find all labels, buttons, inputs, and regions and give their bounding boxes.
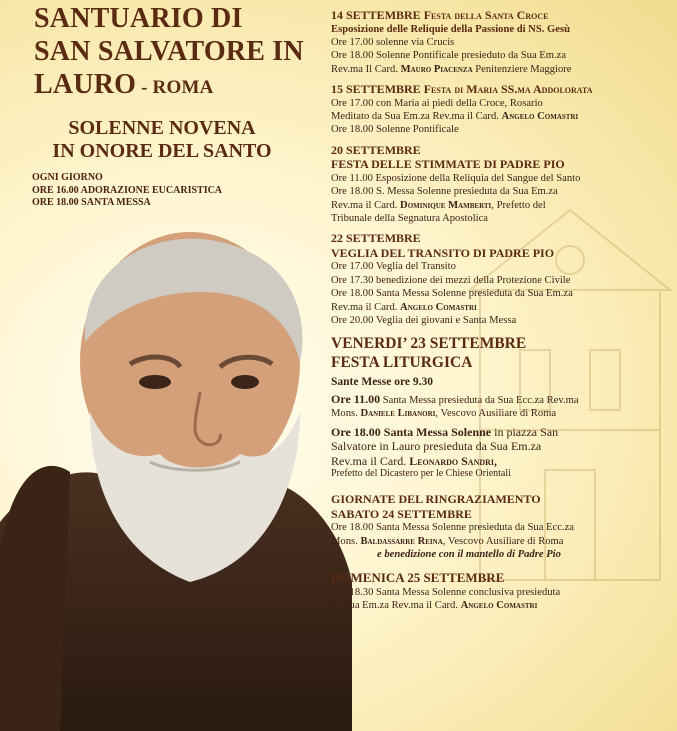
event-line: Ore 18.00 Solenne Pontificale — [331, 124, 459, 136]
padre-pio-portrait — [0, 222, 352, 731]
event-line: Tribunale della Segnatura Apostolica — [331, 213, 489, 225]
event-14-sept — [331, 8, 661, 76]
event-line: Ore 18.30 Santa Messa Solenne conclusiva presieduta — [331, 586, 561, 598]
event-line: Ore 11.00 Santa Messa presieduta da Sua Ecc.za Rev.ma — [331, 391, 579, 406]
event-title: GIORNATE DEL RINGRAZIAMENTO — [331, 492, 541, 507]
event-line: Meditato da Sua Em.za Rev.ma il Card. Angelo Comastri — [331, 111, 579, 123]
event-date: VENERDI’ 23 SETTEMBRE — [331, 334, 527, 352]
event-title: VEGLIA DEL TRANSITO DI PADRE PIO — [331, 245, 555, 260]
novena-line-2: IN ONORE DEL SANTO — [52, 140, 272, 162]
event-title: FESTA LITURGICA — [331, 353, 473, 371]
daily-line-1: OGNI GIORNO — [32, 172, 103, 183]
event-date: SABATO 24 SETTEMBRE — [331, 506, 472, 521]
event-date: 20 SETTEMBRE — [331, 142, 421, 157]
event-line: Mons. Daniele Libanori, Vescovo Ausiliare di Roma — [331, 408, 557, 420]
event-title: FESTA DELLE STIMMATE DI PADRE PIO — [331, 157, 565, 172]
event-line: Ore 20.00 Veglia dei giovani e Santa Messa — [331, 315, 517, 327]
event-line: Ore 18.00 Solenne Pontificale presieduto da Sua Em.za — [331, 50, 567, 62]
event-line: Ore 18.00 S. Messa Solenne presieduta da Sua Em.za — [331, 186, 558, 198]
event-line: Ore 17.00 Veglia del Transito — [331, 261, 456, 273]
event-15-sept — [331, 82, 661, 137]
event-line: Ore 18.00 Santa Messa Solenne presieduta da Sua Ecc.za — [331, 522, 574, 534]
event-25-sept — [331, 571, 661, 612]
event-masses: Sante Messe ore 9.30 — [331, 375, 433, 388]
event-line: Rev.ma il Card. Dominique Mamberti, Prefetto del — [331, 199, 546, 211]
event-23-sept — [331, 334, 661, 481]
novena-line-1: SOLENNE NOVENA — [68, 117, 256, 139]
event-20-sept — [331, 143, 661, 226]
event-line: Ore 18.00 Santa Messa Solenne in piazza San — [331, 424, 559, 439]
event-line: Mons. Baldassarre Reina, Vescovo Ausiliare di Roma — [331, 535, 564, 547]
event-24-sept — [331, 492, 661, 561]
event-22-sept — [331, 231, 661, 327]
title-line-3: LAURO - ROMA — [34, 69, 214, 100]
event-subtitle: Esposizione delle Reliquie della Passione di NS. Gesù — [331, 23, 570, 35]
title-roma: - ROMA — [136, 77, 214, 98]
event-line: Ore 17.30 benedizione dei mezzi della Protezione Civile — [331, 274, 571, 286]
event-date: 22 SETTEMBRE — [331, 231, 421, 246]
daily-schedule — [32, 172, 272, 210]
event-line: Rev.ma il Card. Angelo Comastri — [331, 301, 477, 313]
event-line: Ore 11.00 Esposizione della Reliquia del Sangue del Santo — [331, 172, 581, 184]
event-heading: 15 SETTEMBRE Festa di Maria SS.ma Addolorata — [331, 82, 593, 97]
event-line: Rev.ma il Card. Leonardo Sandri, — [331, 453, 498, 468]
event-line: Rev.ma Il Card. Mauro Piacenza Penitenziere Maggiore — [331, 63, 572, 75]
event-schedule — [331, 8, 661, 619]
event-line: Ore 17.00 con Maria ai piedi della Croce, Rosario — [331, 97, 543, 109]
event-line: e benedizione con il mantello di Padre Pio — [377, 549, 561, 561]
daily-line-3: ORE 18.00 SANTA MESSA — [32, 197, 151, 208]
event-line: Salvatore in Lauro presieduta da Sua Em.za — [331, 439, 542, 454]
event-line: da Sua Em.za Rev.ma il Card. Angelo Comastri — [331, 600, 538, 612]
title-line-2: SAN SALVATORE IN — [34, 36, 304, 67]
event-heading: 14 SETTEMBRE Festa della Santa Croce — [331, 8, 549, 22]
title-line-1: SANTUARIO DI — [34, 3, 243, 34]
event-line: Ore 18.00 Santa Messa Solenne presieduta da Sua Em.za — [331, 288, 573, 300]
daily-line-2: ORE 16.00 ADORAZIONE EUCARISTICA — [32, 184, 223, 196]
sanctuary-title — [34, 2, 334, 104]
event-date: DOMENICA 25 SETTEMBRE — [331, 570, 505, 586]
novena-title — [30, 117, 294, 163]
event-line: Prefetto del Dicastero per le Chiese Orientali — [331, 468, 511, 480]
event-line: Ore 17.00 solenne via Crucis — [331, 36, 455, 48]
